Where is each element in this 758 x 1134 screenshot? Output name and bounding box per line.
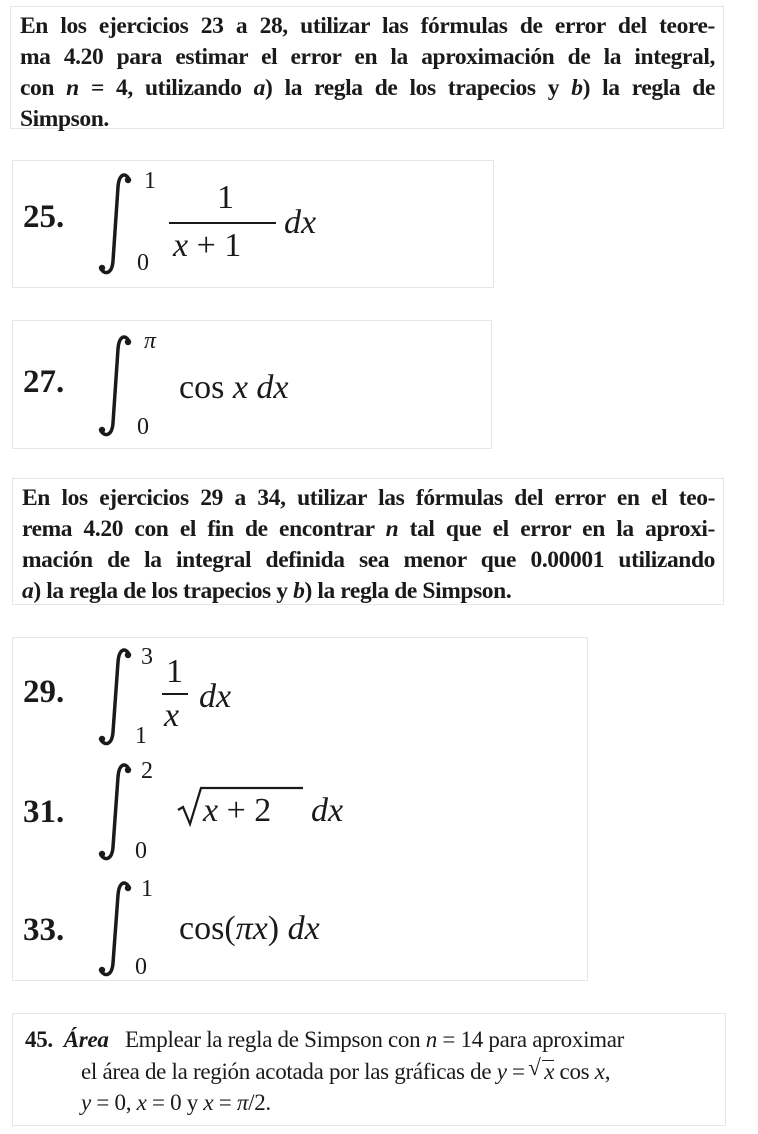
upper-limit: 2: [141, 758, 153, 784]
exercise-25: [12, 160, 494, 288]
integral-sign-icon: [95, 646, 135, 748]
numerator: 1: [166, 653, 183, 690]
differential: dx: [311, 792, 344, 829]
integrand: cos x dx: [179, 369, 289, 406]
lower-limit: 0: [135, 838, 147, 864]
exercise-number: 27.: [23, 364, 65, 400]
integral-sign-icon: [95, 761, 135, 863]
exercise-number: 45.: [25, 1027, 53, 1052]
instructions-line: rema 4.20 con el fin de encontrar n tal que el error en la aproxi-: [22, 516, 715, 542]
instructions-line: a) la regla de los trapecios y b) la regla de Simpson.: [22, 578, 512, 604]
upper-limit: π: [144, 328, 157, 354]
exercise-45-line-1: 45. Área Emplear la regla de Simpson con n = 14 para aproximar: [25, 1027, 625, 1052]
fraction-bar: [162, 693, 188, 695]
instructions-line: Simpson.: [20, 106, 109, 132]
exercise-45-line-2: el área de la región acotada por las gráficas de y = √ x cos x,: [81, 1055, 611, 1084]
lower-limit: 0: [137, 250, 149, 276]
denominator: x + 1: [173, 227, 242, 264]
upper-limit: 1: [141, 876, 153, 902]
radicand: x + 2: [203, 792, 272, 829]
denominator: x: [164, 697, 180, 734]
instructions-line: ma 4.20 para estimar el error en la aproximación de la integral,: [20, 44, 715, 70]
integrand: cos(πx) dx: [179, 910, 320, 947]
integral-sign-icon: [95, 333, 135, 439]
instructions-line: mación de la integral definida sea menor que 0.00001 utilizando: [22, 547, 715, 573]
lower-limit: 0: [137, 414, 149, 440]
upper-limit: 3: [141, 644, 153, 670]
numerator: 1: [217, 179, 234, 216]
exercise-27: [12, 320, 492, 449]
differential: dx: [199, 678, 232, 715]
exercise-title: Área: [63, 1027, 109, 1052]
exercise-45-line-3: y = 0, x = 0 y x = π/2.: [81, 1090, 271, 1115]
instructions-29-34: [12, 478, 724, 605]
instructions-23-28: [10, 6, 724, 132]
exercise-31-number: 31.: [23, 794, 65, 830]
integral-sign-icon: [95, 879, 135, 979]
instructions-line: En los ejercicios 23 a 28, utilizar las fórmulas de error del teore-: [20, 13, 715, 39]
exercise-45: [12, 1013, 726, 1126]
exercise-number: 25.: [23, 199, 65, 235]
lower-limit: 1: [135, 723, 147, 749]
exercise-33-number: 33.: [23, 912, 65, 948]
differential: dx: [284, 204, 317, 241]
instructions-line: En los ejercicios 29 a 34, utilizar las fórmulas del error en el teo-: [22, 485, 715, 511]
instructions-line: con n = 4, utilizando a) la regla de los trapecios y b) la regla de: [20, 75, 716, 101]
lower-limit: 0: [135, 954, 147, 980]
integral-sign-icon: [95, 171, 135, 277]
exercises-29-31-33: [12, 637, 588, 981]
upper-limit: 1: [144, 168, 156, 194]
exercise-29-number: 29.: [23, 674, 65, 710]
fraction-bar: [169, 222, 276, 224]
